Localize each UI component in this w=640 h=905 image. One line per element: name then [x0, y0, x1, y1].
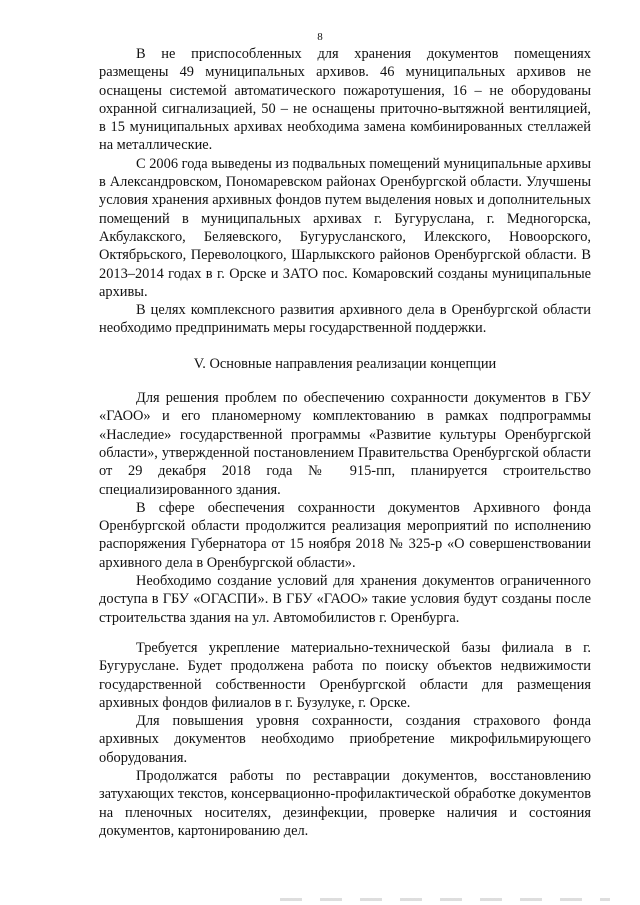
paragraph-restoration-works: Продолжатся работы по реставрации документов, восстановлению затухающих текстов, консервационно-профилактической обработке документов на пленочных носителях, дезинфекции, проверке наличия и состояния документов, картонированию дел.: [99, 767, 591, 839]
paragraph-archives-relocated: С 2006 года выведены из подвальных помещений муниципальные архивы в Александровском, Пономаревском районах Оренбургской области. Улучшены условия хранения архивных фондов путем выделения новых и дополнительных помещений в муниципальных архивах г. Бугуруслана, г. Медногорска, Акбулакского, Беляевского, Бугурусланского, Илекского, Новоорского, Октябрьского, Переволоцкого, Шарлыкского районов Оренбургской области. В 2013–2014 годах в г. Орске и ЗАТО пос. Комаровский созданы муниципальные архивы.: [99, 155, 591, 300]
paragraph-gap: [99, 627, 591, 639]
paragraph-state-support: В целях комплексного развития архивного дела в Оренбургской области необходимо предпринимать меры государственной поддержки.: [99, 302, 591, 337]
paragraph-new-building: Для решения проблем по обеспечению сохранности документов в ГБУ «ГАОО» и его планомерному комплектованию в рамках подпрограммы «Наследие» государственной программы «Развитие культуры Оренбургской области», утвержденной постановлением Правительства Оренбургской области от 29 декабря 2018 года № 915-пп, планируется строительство специализированного здания.: [99, 390, 591, 498]
scan-footer-artifact: [280, 898, 610, 901]
paragraph-microfilm-equipment: Для повышения уровня сохранности, создания страхового фонда архивных документов необходимо приобретение микрофильмирующего оборудования.: [99, 713, 591, 766]
paragraph-restricted-access: Необходимо создание условий для хранения документов ограниченного доступа в ГБУ «ОГАСПИ». В ГБУ «ГАОО» такие условия будут созданы после строительства здания на ул. Автомобилистов г. Оренбурга.: [99, 573, 591, 626]
paragraph-unadapted-premises: В не приспособленных для хранения документов помещениях размещены 49 муниципальных архивов. 46 муниципальных архивов не оснащены системой автоматического пожаротушения, 16 – не оборудованы охранной сигнализацией, 50 – не оснащены приточно-вытяжной вентиляцией, в 15 муниципальных архивах необходима замена комбинированных стеллажей на металлические.: [99, 46, 591, 154]
paragraph-governor-order: В сфере обеспечения сохранности документов Архивного фонда Оренбургской области продолжится реализация мероприятий по исполнению распоряжения Губернатора от 15 ноября 2018 № 325-р «О совершенствовании архивного дела в Оренбургской области».: [99, 499, 591, 571]
page-number: 8: [317, 31, 323, 43]
document-body: [99, 45, 591, 840]
section-heading: V. Основные направления реализации концепции: [193, 355, 497, 372]
paragraph-branch-buguruslan: Требуется укрепление материально-технической базы филиала в г. Бугуруслане. Будет продолжена работа по поиску объектов недвижимости государственной собственности Оренбургской области для размещения архивных фондов филиалов в г. Бузулуке, г. Орске.: [99, 639, 591, 711]
